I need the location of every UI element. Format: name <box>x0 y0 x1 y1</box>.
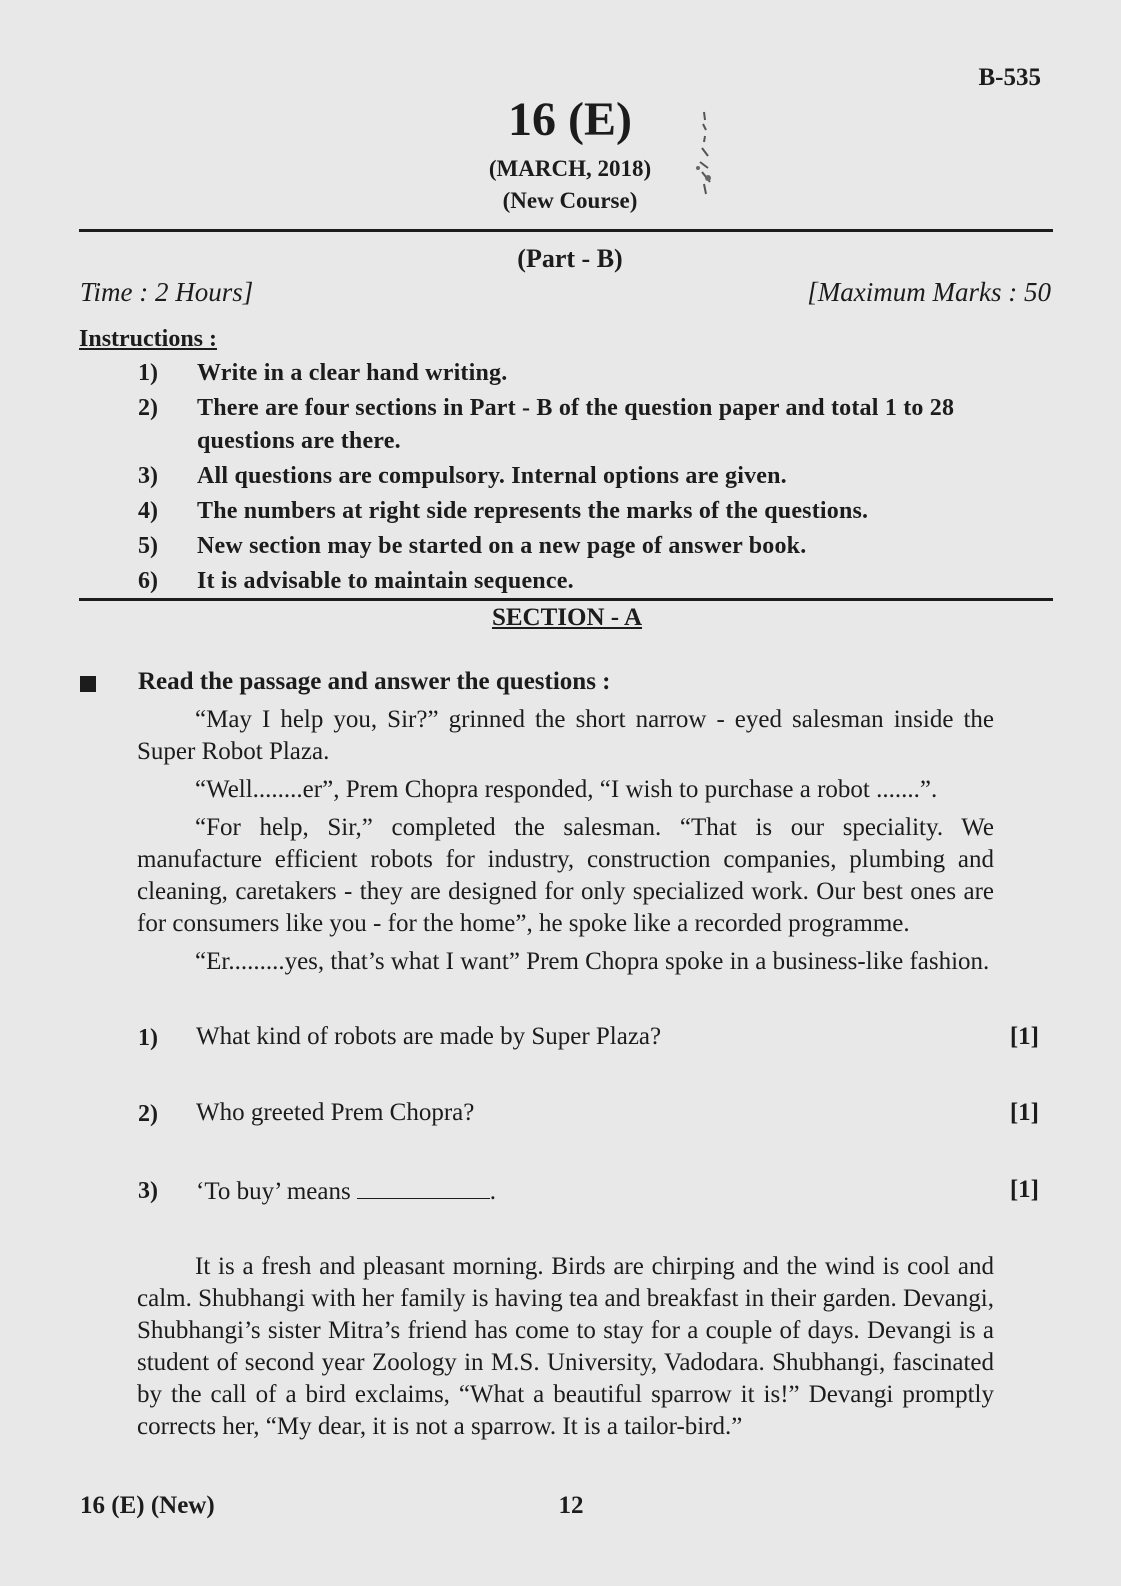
exam-date: (MARCH, 2018) <box>488 156 652 181</box>
answer-blank <box>357 1176 490 1199</box>
instruction-number: 5) <box>138 533 158 559</box>
instruction-text: The numbers at right side represents the marks of the questions. <box>197 498 869 524</box>
passage-prompt: Read the passage and answer the questions : <box>138 668 611 695</box>
section-heading: SECTION - A <box>491 604 643 631</box>
passage-paragraph: “May I help you, Sir?” grinned the short narrow - eyed salesman inside the Super Robot Plaza. <box>137 706 994 765</box>
instruction-number: 4) <box>138 498 158 524</box>
maximum-marks: [Maximum Marks : 50 <box>807 277 1051 307</box>
question-text <box>196 1176 496 1206</box>
question-marks: [1] <box>1009 1099 1039 1126</box>
instructions-divider <box>79 598 1053 601</box>
question-text-label: ‘To buy’ means <box>196 1178 351 1205</box>
header-divider <box>79 229 1053 232</box>
paper-code: B-535 <box>978 64 1041 91</box>
passage-paragraph: “For help, Sir,” completed the salesman. “That is our speciality. We manufacture efficient robots for industry, construction companies, plumbing and cleaning, caretakers - they are designed for only specialized work. Our best ones are for consumers like you - for the home”, he spoke like a recorded programme. <box>137 814 994 937</box>
instruction-text: All questions are compulsory. Internal options are given. <box>197 463 787 489</box>
footer-paper-label: 16 (E) (New) <box>80 1492 215 1519</box>
question-text: Who greeted Prem Chopra? <box>196 1099 475 1126</box>
question-number: 1) <box>138 1025 158 1051</box>
question-marks: [1] <box>1009 1176 1039 1203</box>
course-label: (New Course) <box>502 188 638 213</box>
question-text-end: . <box>489 1178 496 1205</box>
second-passage: It is a fresh and pleasant morning. Birds are chirping and the wind is cool and calm. Shubhangi with her family is having tea and breakfast in their garden. Devangi, Shubhangi’s sister Mitra’s friend has come to stay for a couple of days. Devangi is a student of second year Zoology in M.S. University, Vadodara. Shubhangi, fascinated by the call of a bird exclaims, “What a beautiful sparrow it is!” Devangi promptly corrects her, “My dear, it is not a sparrow. It is a tailor-bird.” <box>137 1253 994 1440</box>
question-number: 3) <box>138 1178 158 1204</box>
instruction-number: 3) <box>138 463 158 489</box>
instruction-number: 2) <box>138 395 158 421</box>
instruction-number: 6) <box>138 568 158 594</box>
instruction-text: It is advisable to maintain sequence. <box>197 568 574 594</box>
ink-mark-icon <box>688 108 718 204</box>
question-text: What kind of robots are made by Super Plaza? <box>196 1023 662 1050</box>
instructions-heading: Instructions : <box>79 326 218 352</box>
question-number: 2) <box>138 1101 158 1127</box>
part-label: (Part - B) <box>517 244 623 273</box>
time-allowed: Time : 2 Hours] <box>80 277 254 307</box>
instruction-text: There are four sections in Part - B of the question paper and total 1 to 28 questions are there. <box>197 395 955 454</box>
question-marks: [1] <box>1009 1023 1039 1050</box>
page-number: 12 <box>558 1492 584 1519</box>
passage-paragraph: “Er.........yes, that’s what I want” Prem Chopra spoke in a business-like fashion. <box>195 948 990 975</box>
paper-title: 16 (E) <box>508 93 632 146</box>
instruction-number: 1) <box>138 360 158 386</box>
passage-paragraph: “Well........er”, Prem Chopra responded, “I wish to purchase a robot .......”. <box>195 776 938 803</box>
square-bullet-icon <box>80 676 96 692</box>
instruction-text: Write in a clear hand writing. <box>197 360 508 386</box>
instruction-text: New section may be started on a new page of answer book. <box>197 533 807 559</box>
